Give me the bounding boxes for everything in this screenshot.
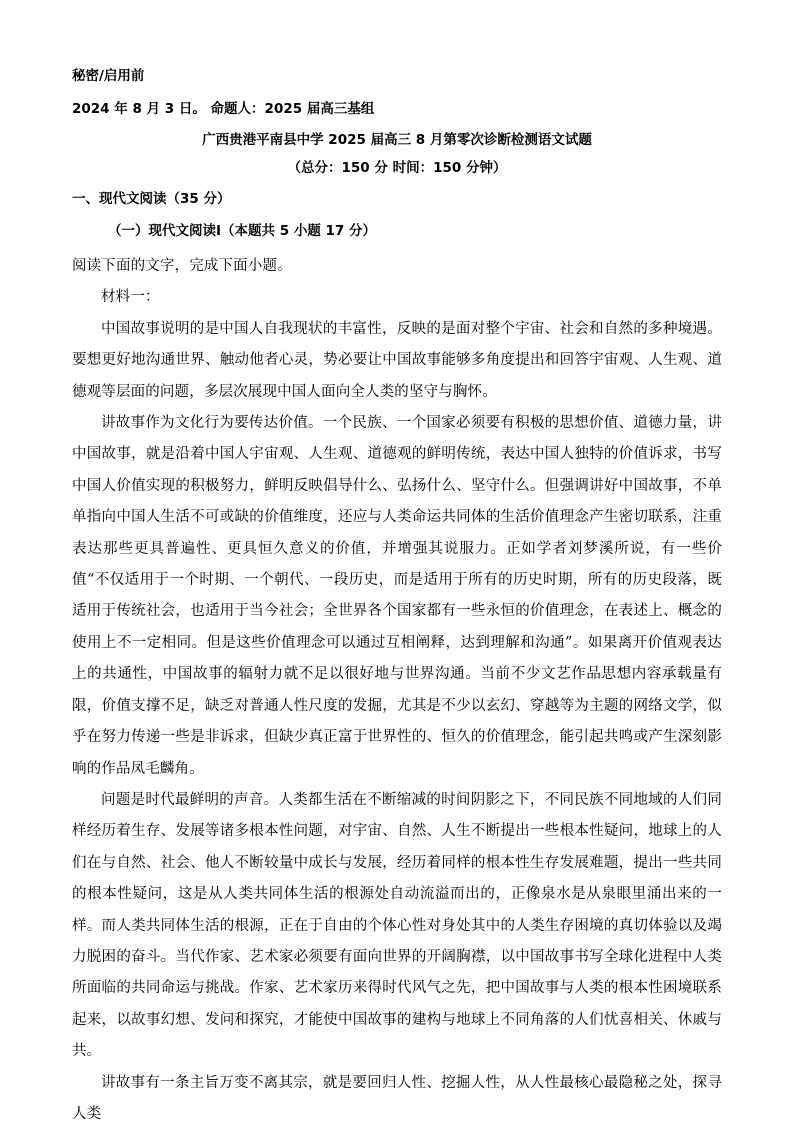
exam-subtitle: （总分：150 分 时间：150 分钟） bbox=[287, 160, 507, 176]
paragraph-3: 问题是时代最鲜明的声音。人类都生活在不断缩减的时间阴影之下，不同民族不同地域的人们同样经历着生存、发展等诸多根本性问题，对宇宙、自然、人生不断提出一些根本性疑问，地球上的人们在与自然、社会、他人不断较量中成长与发展，经历着同样的根本性生存发展难题，提出一些共同的根本性疑问，这是从人类共同体生活的根源处自动流溢而出的，正像泉水是从泉眼里涌出来的一样。而人类共同体生活的根源，正在于自由的个体心性对身处其中的人类生存困境的真切体验以及竭力脱困的奋斗。当代作家、艺术家必须要有面向世界的开阔胸襟，以中国故事书写全球化进程中人类所面临的共同命运与挑战。作家、艺术家历来得时代风气之先，把中国故事与人类的根本性困境联系起来，以故事幻想、发问和探究，才能使中国故事的建构与地球上不同角落的人们忧喜相关、休戚与共。 bbox=[72, 791, 722, 1060]
section-heading: 一、现代文阅读（35 分） bbox=[72, 191, 231, 207]
paragraph-4: 讲故事有一条主旨万变不离其宗，就是要回归人性、挖掘人性，从人性最核心最隐秘之处，探寻人类 bbox=[72, 1074, 722, 1122]
date-author-line: 2024 年 8 月 3 日。 命题人：2025 届高三基组 bbox=[72, 101, 375, 117]
exam-title: 广西贵港平南县中学 2025 届高三 8 月第零次诊断检测语文试题 bbox=[202, 132, 592, 148]
material-label: 材料一： bbox=[101, 289, 160, 306]
paragraph-2: 讲故事作为文化行为要传达价值。一个民族、一个国家必须要有积极的思想价值、道德力量，讲中国故事，就是沿着中国人宇宙观、人生观、道德观的鲜明传统，表达中国人独特的价值诉求，书写中国人价值实现的积极努力，鲜明反映倡导什么、弘扬什么、坚守什么。但强调讲好中国故事，不单单指向中国人生活不可或缺的价值维度，还应与人类命运共同体的生活价值理念产生密切联系，注重表达那些更具普遍性、更具恒久意义的价值，并增强其说服力。正如学者刘梦溪所说，有一些价值“不仅适用于一个时期、一个朝代、一段历史，而是适用于所有的历史时期，所有的历史段落，既适用于传统社会，也适用于当今社会；全世界各个国家都有一些永恒的价值理念，在表述上、概念的使用上不一定相同。但是这些价值理念可以通过互相阐释，达到理解和沟通”。如果离开价值观表达上的共通性，中国故事的辐射力就不足以很好地与世界沟通。当前不少文艺作品思想内容承载量有限，价值支撑不足，缺乏对普通人性尺度的发掘，尤其是不少以玄幻、穿越等为主题的网络文学，似乎在努力传递一些是非诉求，但缺少真正富于世界性的、恒久的价值理念，能引起共鸣或产生深刻影响的作品凤毛麟角。 bbox=[72, 415, 722, 777]
paragraph-1: 中国故事说明的是中国人自我现状的丰富性，反映的是面对整个宇宙、社会和自然的多种境遇。要想更好地沟通世界、触动他者心灵，势必要让中国故事能够多角度提出和回答宇宙观、人生观、道德观等层面的问题，多层次展现中国人面向全人类的坚守与胸怀。 bbox=[72, 320, 722, 400]
reading-instruction: 阅读下面的文字，完成下面小题。 bbox=[72, 258, 292, 274]
subsection-heading: （一）现代文阅读Ⅰ（本题共 5 小题 17 分） bbox=[108, 223, 377, 239]
secret-label: 秘密/启用前 bbox=[72, 68, 145, 84]
